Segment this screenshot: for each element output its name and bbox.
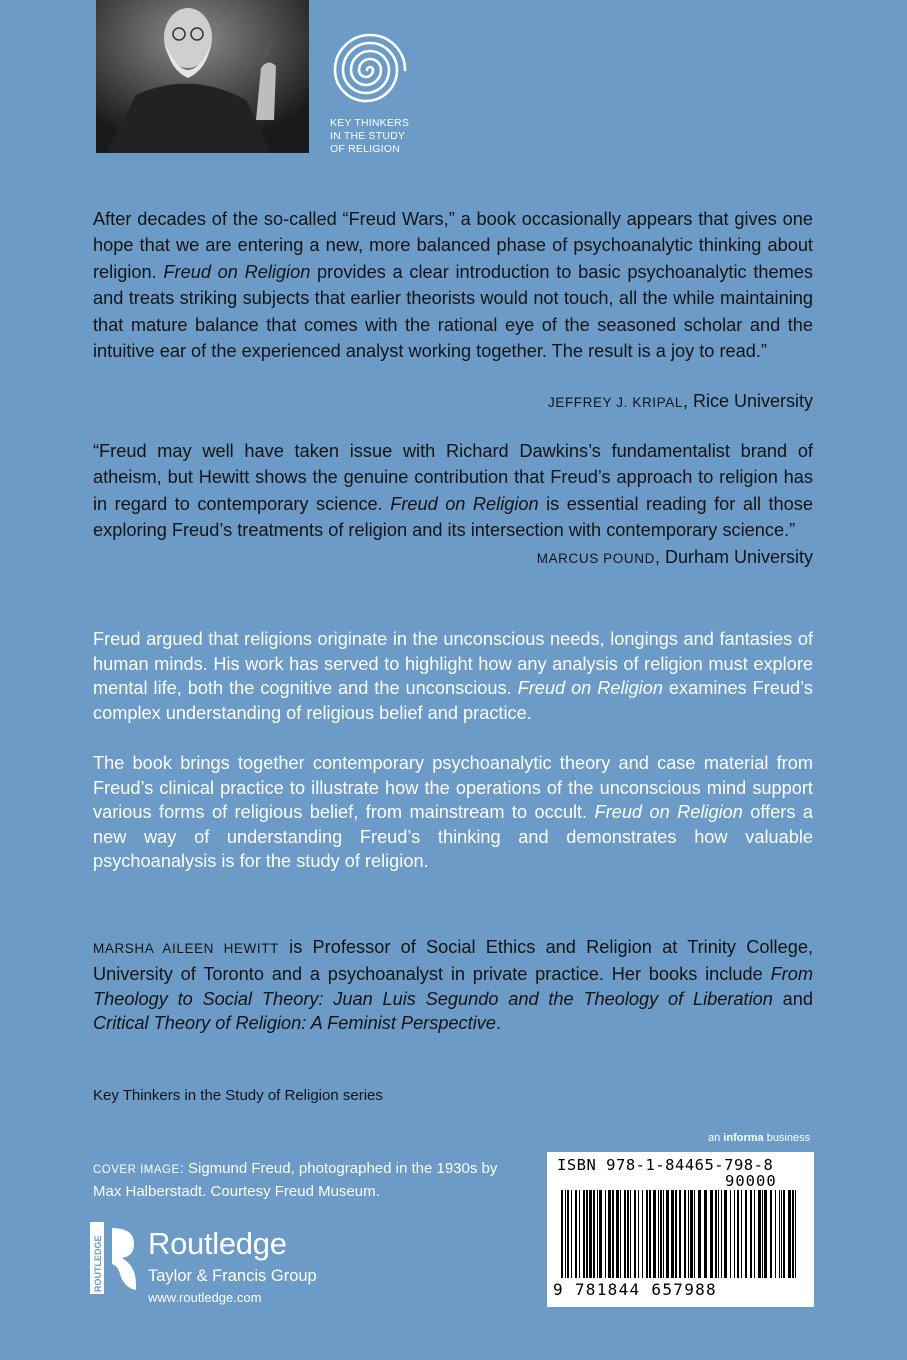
barcode-bar <box>698 1190 701 1278</box>
barcode-bar <box>630 1190 631 1278</box>
series-logo-line: KEY THINKERS <box>330 117 410 129</box>
bio-text: and <box>772 988 813 1009</box>
barcode-bar <box>679 1190 681 1278</box>
barcode-bar <box>741 1190 742 1278</box>
barcode-bar <box>750 1190 752 1278</box>
blurb-text: offers a new way of understanding Freud’s thinking and demonstrates how valuable psychoanalysis is for the study of religion. <box>93 802 813 872</box>
routledge-vertical-mark: ROUTLEDGE <box>93 1235 103 1292</box>
ean-number: 9 781844 657988 <box>553 1280 717 1299</box>
endorsement-quote-2 <box>93 438 813 544</box>
barcode-bar <box>616 1190 619 1278</box>
barcode-bar <box>792 1190 794 1278</box>
cover-credit-label: COVER IMAGE <box>93 1164 180 1176</box>
barcode-bar <box>663 1190 664 1278</box>
book-title: Freud on Religion <box>163 261 311 282</box>
endorsement-attribution-2 <box>537 547 813 568</box>
informa-brand: informa <box>723 1132 764 1144</box>
barcode-bar <box>575 1190 577 1278</box>
isbn-number: ISBN 978-1-84465-798-8 <box>557 1156 774 1174</box>
barcode-bar <box>758 1190 761 1278</box>
barcode-bars <box>561 1190 801 1278</box>
barcode-bar <box>634 1190 636 1278</box>
barcode-bar <box>694 1190 695 1278</box>
barcode-bar <box>730 1190 731 1278</box>
barcode-bar <box>764 1190 767 1278</box>
bio-text: is Professor of Social Ethics and Religion at Trinity College, University of Toronto and a psychoanalyst in private practice. Her books include <box>93 937 813 984</box>
barcode-bar <box>690 1190 693 1278</box>
blurb-paragraph-2 <box>93 751 813 874</box>
endorser-name: MARCUS POUND <box>536 551 655 566</box>
bio-text: . <box>495 1013 502 1034</box>
endorsement-attribution-1 <box>548 391 813 412</box>
barcode-bar <box>561 1190 563 1278</box>
blurb-text: The book brings together contemporary psychoanalytic theory and case material from Freud’s clinical practice to illustrate how the operations of the unconscious mind support various forms of religious belief, from mainstream to occult. <box>93 753 813 823</box>
barcode-bar <box>745 1190 747 1278</box>
quote-text: is essential reading for all those exploring Freud’s treatments of religion and its intersection with contemporary science.” <box>93 493 813 541</box>
barcode-bar <box>624 1190 626 1278</box>
barcode-bar <box>589 1190 592 1278</box>
barcode-bar <box>646 1190 648 1278</box>
barcode-bar <box>688 1190 689 1278</box>
barcode-bar <box>642 1190 643 1278</box>
barcode-bar <box>605 1190 606 1278</box>
barcode-bar <box>579 1190 580 1278</box>
informa-suffix: business <box>763 1132 811 1144</box>
barcode-bar <box>779 1190 780 1278</box>
blurb-text: examines Freud’s complex understanding of religious belief and practice. <box>93 678 813 723</box>
barcode-bar <box>620 1190 621 1278</box>
blurb-text: Freud argued that religions originate in the unconscious needs, longings and fantasies of human minds. His work has served to highlight how any analysis of religion must explore mental life, both the cognitive and the unconscious. <box>93 629 813 699</box>
series-name: Key Thinkers in the Study of Religion series <box>93 1087 383 1104</box>
quote-text: “Freud may well have taken issue with Richard Dawkins’s fundamentalist brand of atheism, but Hewitt shows the genuine contribution that Freud’s approach to religion has in regard to contemporary science. <box>93 441 813 514</box>
barcode-bar <box>593 1190 595 1278</box>
barcode-bar <box>638 1190 639 1278</box>
author-bio <box>93 935 813 1036</box>
barcode-bar <box>715 1190 717 1278</box>
barcode-bar <box>721 1190 722 1278</box>
endorser-name: JEFFREY J. KRIPAL <box>547 395 683 410</box>
quote-text: provides a clear introduction to basic psychoanalytic themes and treats striking subjects that earlier theorists would not touch, all the while maintaining that mature balance that comes with the rational eye of the seasoned scholar and the intuitive ear of the experienced analyst working together. The result is a joy to read.” <box>93 261 813 362</box>
barcode-bar <box>671 1190 674 1278</box>
informa-tagline <box>708 1132 810 1144</box>
series-logo-line: IN THE STUDY <box>330 130 406 142</box>
informa-prefix: an <box>708 1132 724 1144</box>
barcode-bar <box>649 1190 651 1278</box>
barcode-bar <box>653 1190 656 1278</box>
isbn-barcode <box>547 1152 814 1307</box>
barcode-bar <box>571 1190 572 1278</box>
barcode-bar <box>565 1190 566 1278</box>
publisher-group: Taylor & Francis Group <box>148 1267 317 1285</box>
barcode-bar <box>597 1190 598 1278</box>
series-logo-text <box>330 117 409 156</box>
barcode-bar <box>583 1190 585 1278</box>
barcode-bar <box>660 1190 662 1278</box>
barcode-bar <box>783 1190 785 1278</box>
barcode-bar <box>788 1190 791 1278</box>
barcode-bar <box>658 1190 659 1278</box>
blurb-paragraph-1 <box>93 627 813 725</box>
spiral-logo-icon <box>330 26 410 110</box>
endorser-affiliation: , Durham University <box>654 547 813 567</box>
book-title: From Theology to Social Theory: Juan Luis Segundo and the Theology of Liberation <box>93 963 813 1009</box>
barcode-bar <box>612 1190 614 1278</box>
barcode-bar <box>710 1190 713 1278</box>
author-photo <box>96 0 309 153</box>
barcode-bar <box>718 1190 719 1278</box>
price-code: 90000 <box>725 1172 777 1190</box>
book-title: Freud on Religion <box>594 802 743 823</box>
barcode-bar <box>666 1190 669 1278</box>
book-title: Critical Theory of Religion: A Feminist Perspective <box>93 1013 496 1034</box>
barcode-bar <box>627 1190 629 1278</box>
author-name: MARSHA AILEEN HEWITT <box>93 941 279 956</box>
barcode-bar <box>795 1190 796 1278</box>
barcode-bar <box>724 1190 727 1278</box>
barcode-bar <box>586 1190 588 1278</box>
series-logo-line: OF RELIGION <box>330 143 400 155</box>
publisher-name: Routledge <box>148 1226 287 1261</box>
endorser-affiliation: , Rice University <box>682 391 813 411</box>
book-title: Freud on Religion <box>517 678 663 699</box>
cover-credit-text: : Sigmund Freud, photographed in the 1930s by Max Halberstadt. Courtesy Freud Museum. <box>93 1160 498 1200</box>
barcode-bar <box>675 1190 677 1278</box>
barcode-bar <box>608 1190 611 1278</box>
barcode-bar <box>762 1190 763 1278</box>
barcode-bar <box>734 1190 735 1278</box>
barcode-bar <box>567 1190 569 1278</box>
barcode-bar <box>704 1190 707 1278</box>
barcode-bar <box>737 1190 739 1278</box>
routledge-logo-icon <box>90 1222 142 1294</box>
barcode-bar <box>775 1190 776 1278</box>
quote-text: After decades of the so-called “Freud Wars,” a book occasionally appears that gives one hope that we are entering a new, more balanced phase of psychoanalytic thinking about religion. <box>93 209 813 282</box>
barcode-bar <box>754 1190 755 1278</box>
barcode-bar <box>770 1190 772 1278</box>
publisher-url[interactable]: www.routledge.com <box>148 1290 262 1305</box>
barcode-bar <box>684 1190 686 1278</box>
endorsement-quote-1 <box>93 206 813 364</box>
cover-credit <box>93 1158 513 1203</box>
barcode-bar <box>781 1190 782 1278</box>
book-title: Freud on Religion <box>390 493 539 514</box>
barcode-bar <box>599 1190 602 1278</box>
